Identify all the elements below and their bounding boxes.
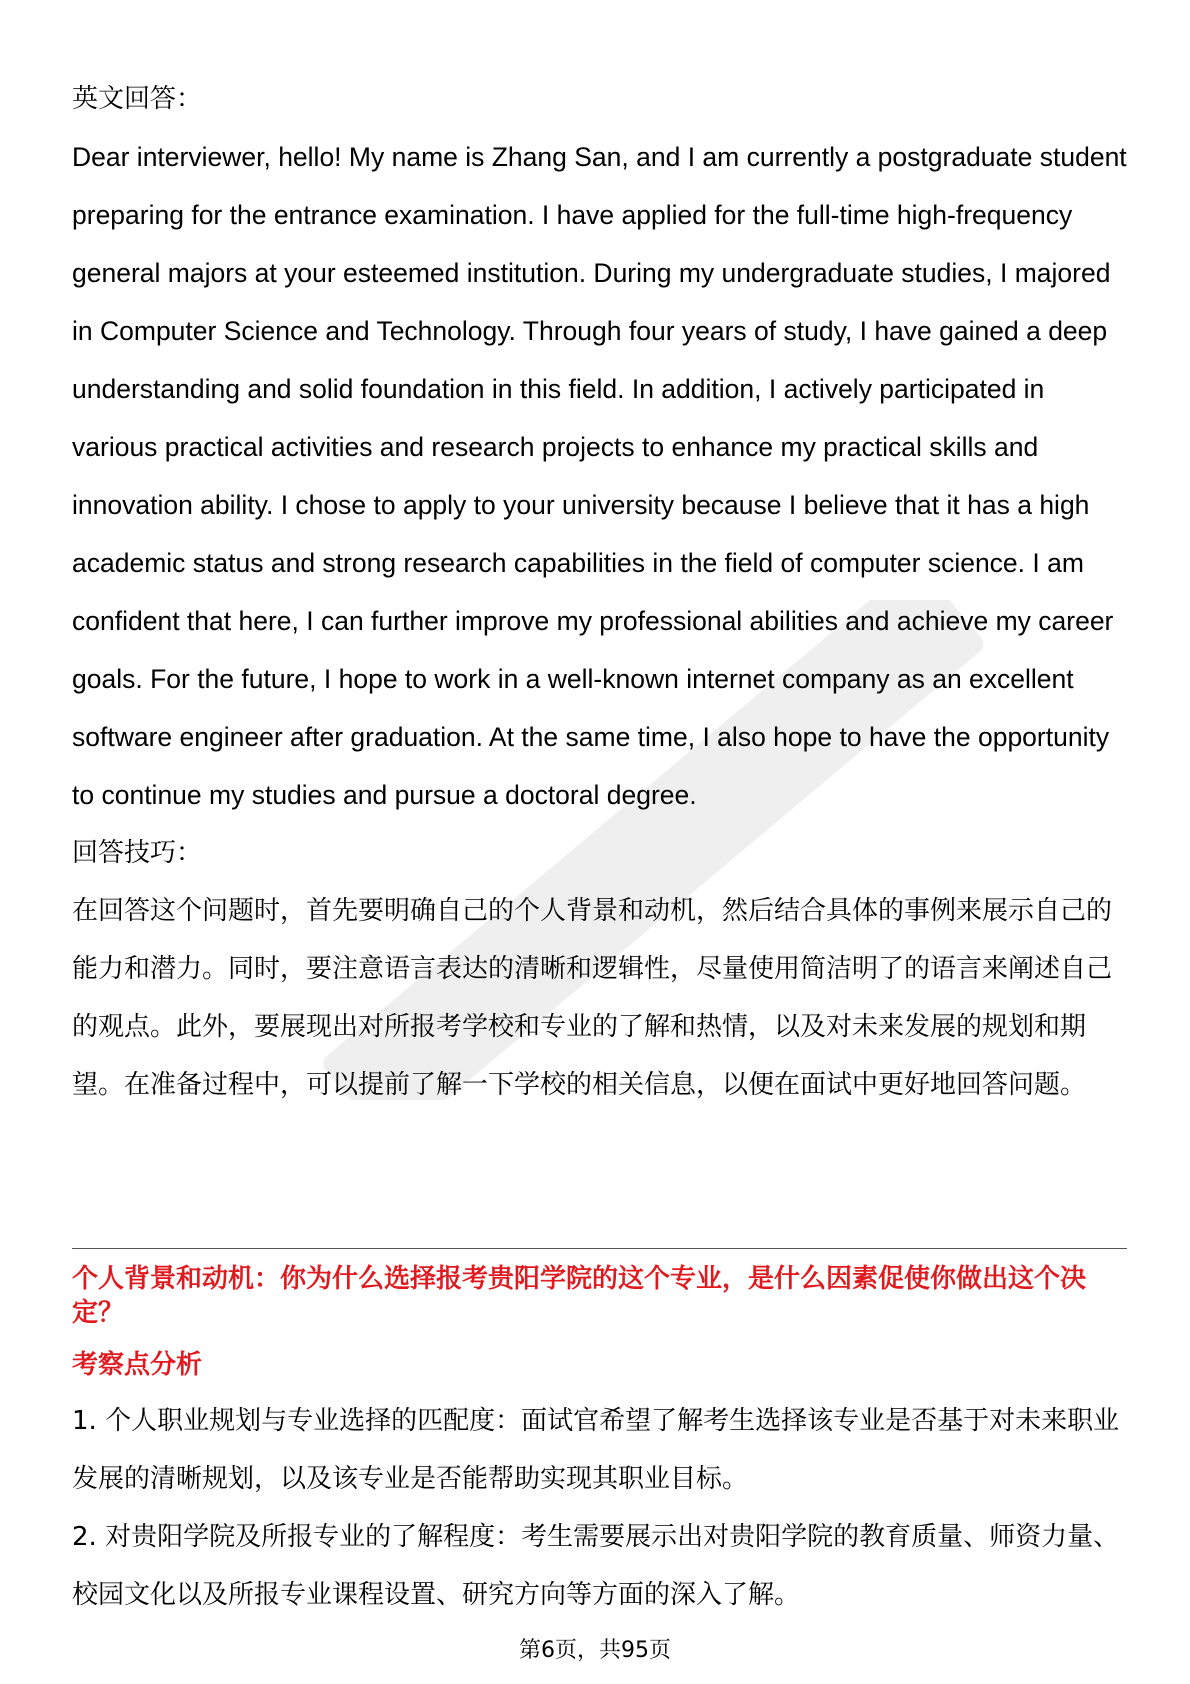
section-divider	[72, 1248, 1127, 1249]
answer-section	[72, 70, 1127, 1114]
question-heading: 个人背景和动机：你为什么选择报考贵阳学院的这个专业，是什么因素促使你做出这个决定？	[72, 1264, 1087, 1328]
analysis-heading: 考察点分析	[72, 1350, 203, 1380]
answer-text: Dear interviewer, hello! My name is Zhang San, and I am currently a postgraduate student preparing for the entrance examination. I have applied for the full-time high-frequency general majors at your esteemed institution. During my undergraduate studies, I majored in Computer Science and Technology. Through four years of study, I have gained a deep understanding and solid foundation in this field. In addition, I actively participated in various practical activities and research projects to enhance my practical skills and innovation ability. I chose to apply to your university because I believe that it has a high academic status and strong research capabilities in the field of computer science. I am confident that here, I can further improve my professional abilities and achieve my career goals. For the future, I hope to work in a well-known internet company as an excellent software engineer after graduation. At the same time, I also hope to have the opportunity to continue my studies and pursue a doctoral degree.	[72, 142, 1127, 810]
page-number: 第6页，共95页	[519, 1638, 671, 1663]
question-section	[72, 1262, 1127, 1624]
answer-label: 英文回答：	[72, 84, 203, 114]
tips-label: 回答技巧：	[72, 838, 203, 868]
analysis-item: 1. 个人职业规划与专业选择的匹配度：面试官希望了解考生选择该专业是否基于对未来职业发展的清晰规划，以及该专业是否能帮助实现其职业目标。	[72, 1406, 1120, 1494]
analysis-item: 2. 对贵阳学院及所报专业的了解程度：考生需要展示出对贵阳学院的教育质量、师资力量、校园文化以及所报专业课程设置、研究方向等方面的深入了解。	[72, 1522, 1120, 1610]
tips-text: 在回答这个问题时，首先要明确自己的个人背景和动机，然后结合具体的事例来展示自己的能力和潜力。同时，要注意语言表达的清晰和逻辑性，尽量使用简洁明了的语言来阐述自己的观点。此外，要展现出对所报考学校和专业的了解和热情，以及对未来发展的规划和期望。在准备过程中，可以提前了解一下学校的相关信息，以便在面试中更好地回答问题。	[72, 896, 1113, 1100]
